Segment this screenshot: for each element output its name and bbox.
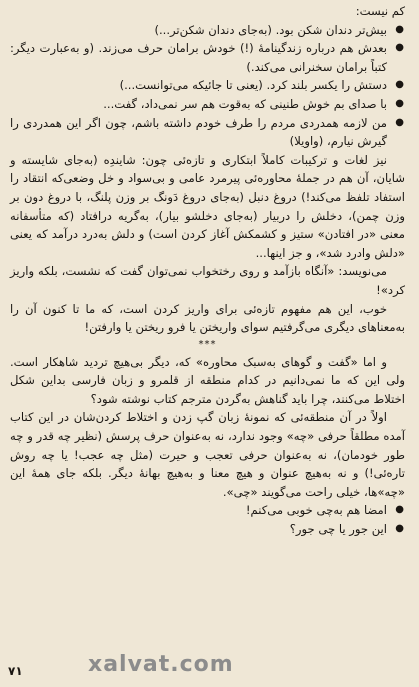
bullet-item: ● بیش‌تر دندان شکن بود. (به‌جای دندان شکن‌تر...) (10, 21, 405, 40)
watermark: xalvat.com (88, 652, 234, 677)
paragraph: نیز لغات و ترکیبات کاملاً ابتکاری و تازه‌ئی چون: شایندِه (به‌جای شایسته و شایان، آن هم در جملهٔ محاوره‌ئی پیرمرد عامی و بی‌سواد و خل وضعی‌که انتقاد را استفاد تلفظ می‌کند!) دروغ دنبل (به‌جای دروغ دَونگ بر وزن پلنگ، با دروغ دون بر وزن چمن)، دخلش را دربیار (به‌جای دخلشو بیار)، به‌گریه درافتاد (که متأسفانه معنی «در افتادن» ستیز و کشمکش آغاز کردن است) و دلش به‌درد درآمد که یعنی «دلش وادرد شد»، و جز اینها... (10, 152, 405, 260)
page-number: ۷۱ (8, 664, 23, 678)
bullet-item: ● من لازمه همدردی مردم را طرف خودم داشته باشم، چون اگر این همدردی را گیرش نیارم، (واویلا) (10, 114, 405, 151)
paragraph: خوب، این هم مفهوم تازه‌ئی برای واریز کردن است، که ما تا کنون آن را به‌معناهای دیگری می‌گرفتیم سوای واریختن یا فرو ریختن یا وارفتن! (10, 301, 405, 335)
bullet-item: ● دستش را یکسر بلند کرد. (یعنی تا جائیکه می‌توانست...) (10, 76, 405, 95)
bullet-item: ● با صدای بم خوش طنینی که به‌قوت هم سر نمی‌داد، گفت... (10, 95, 405, 114)
bullet-item: ● این جور یا چی جور؟ (10, 520, 405, 539)
page-body (10, 2, 405, 539)
paragraph: اولاً در آن منطقه‌ئی که نمونهٔ زبان گپ زدن و اختلاط کردن‌شان در این کتاب آمده مطلقاً حرفی «چه» وجود ندارد، نه به‌عنوان حرف پرسش (نظیر چه قدر و چه طور خودمان)، نه به‌عنوان حرفی تعجب و حیرت (مثل چه عجب! یا چه روش تاره‌ئی!) و نه به‌هیچ عنوان و هیچ معنا و به‌هیچ بهانهٔ دیگر. بلکه جای همهٔ این «چه»ها، خیلی راحت می‌گویند «چی». (10, 410, 405, 499)
bullet-item: ● بعدش هم درباره زندگینامهٔ (!) خودش برامان حرف می‌زند. (و به‌عبارت دیگر: کتباً برامان سخنرانی می‌کند.) (10, 39, 405, 76)
section-divider: *** (198, 338, 217, 350)
paragraph-heading: کم نیست: (355, 4, 405, 18)
bullet-item: ● امضا هم به‌چی خوبی می‌کنم! (10, 501, 405, 520)
paragraph: می‌نویسد: «آنگاه بازآمد و روی رختخواب نمی‌توان گفت که نشست، بلکه واریز کرد»! (10, 264, 405, 297)
page-footer (8, 650, 407, 680)
paragraph: و اما «گفت و گوهای به‌سبک محاوره» که، دیگر بی‌هیچ تردید شاهکار است. ولی این که ما نمی‌دانیم در کدام منطقه از قلمرو و زبان فارسی بداین شکل اختلاط می‌کنند، چرا باید گناهش به‌گردن مترجم کتاب نوشته شود؟ (10, 354, 405, 406)
